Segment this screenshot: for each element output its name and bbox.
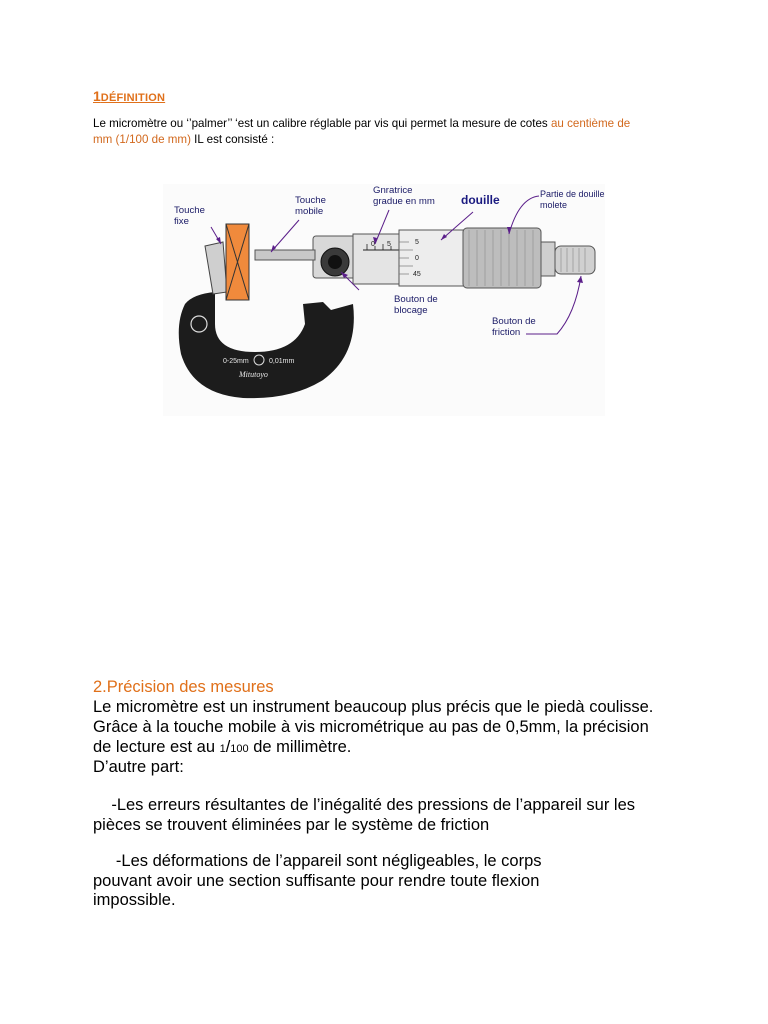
precision-line-2: Grâce à la touche mobile à vis micrométrique au pas de 0,5mm, la précision <box>93 718 649 736</box>
label-bouton-blocage: Bouton de blocage <box>394 294 438 316</box>
definition-highlight-1: au centième de <box>550 117 631 130</box>
section-1-title: DÉFINITION <box>100 92 166 104</box>
section-2-heading: 2.Précision des mesures <box>93 678 274 696</box>
label-touche-fixe: Touche fixe <box>174 205 205 227</box>
definition-paragraph <box>93 116 733 148</box>
fraction-denominator: 100 <box>230 743 249 755</box>
spindle <box>255 250 315 260</box>
fraction-slash: / <box>225 738 231 756</box>
ratchet-neck <box>541 242 555 276</box>
section-1-number: 1 <box>93 88 101 104</box>
thimble-number-5: 5 <box>415 239 419 246</box>
label-douille: douille <box>461 193 500 207</box>
workpiece <box>226 224 249 300</box>
definition-text-2: IL est consisté : <box>190 133 275 146</box>
precision-line-3 <box>93 737 351 759</box>
definition-highlight-2: mm (1/100 de mm) <box>93 133 191 146</box>
knurled-thimble <box>463 228 541 288</box>
definition-text-1: Le micromètre ou ‘’palmer’’ ‘est un calibre réglable par vis qui permet la mesure de cotes <box>93 117 551 130</box>
fraction-numerator: 1 <box>219 743 226 755</box>
label-partie-douille: Partie de douille molete <box>540 189 605 210</box>
section-1-heading <box>93 88 165 104</box>
label-gnratrice: Gnratrice gradue en mm <box>373 185 435 207</box>
micrometer-illustration <box>163 184 605 416</box>
lock-knob-center <box>328 255 342 269</box>
frame-brand: Mitutoyo <box>239 370 268 379</box>
label-touche-mobile: Touche mobile <box>295 195 326 217</box>
thimble <box>399 230 473 286</box>
micrometer-figure <box>163 184 605 416</box>
thimble-number-45: 45 <box>413 271 421 278</box>
precision-line-3-a: de lecture est au <box>93 738 220 756</box>
frame-resolution: 0,01mm <box>269 358 295 365</box>
bullet-2-line-2: pouvant avoir une section suffisante pour rendre toute flexion <box>93 872 540 890</box>
label-bouton-friction: Bouton de friction <box>492 316 536 338</box>
bullet-1-line-1: -Les erreurs résultantes de l’inégalité des pressions de l’appareil sur les <box>93 796 636 814</box>
precision-line-1: Le micromètre est un instrument beaucoup plus précis que le piedà coulisse. <box>93 698 654 716</box>
sleeve-number-0: 0 <box>371 241 375 248</box>
bullet-2-line-3: impossible. <box>93 891 176 909</box>
precision-line-4: D’autre part: <box>93 758 184 776</box>
bullet-2-line-1: -Les déformations de l’appareil sont négligeables, le corps <box>93 852 542 870</box>
precision-line-3-b: de millimètre. <box>248 738 352 756</box>
frame-marking: 0-25mm <box>223 358 249 365</box>
thimble-number-0: 0 <box>415 255 419 262</box>
sleeve-number-5: 5 <box>387 241 391 248</box>
bullet-1-line-2: pièces se trouvent éliminées par le système de friction <box>93 816 490 834</box>
